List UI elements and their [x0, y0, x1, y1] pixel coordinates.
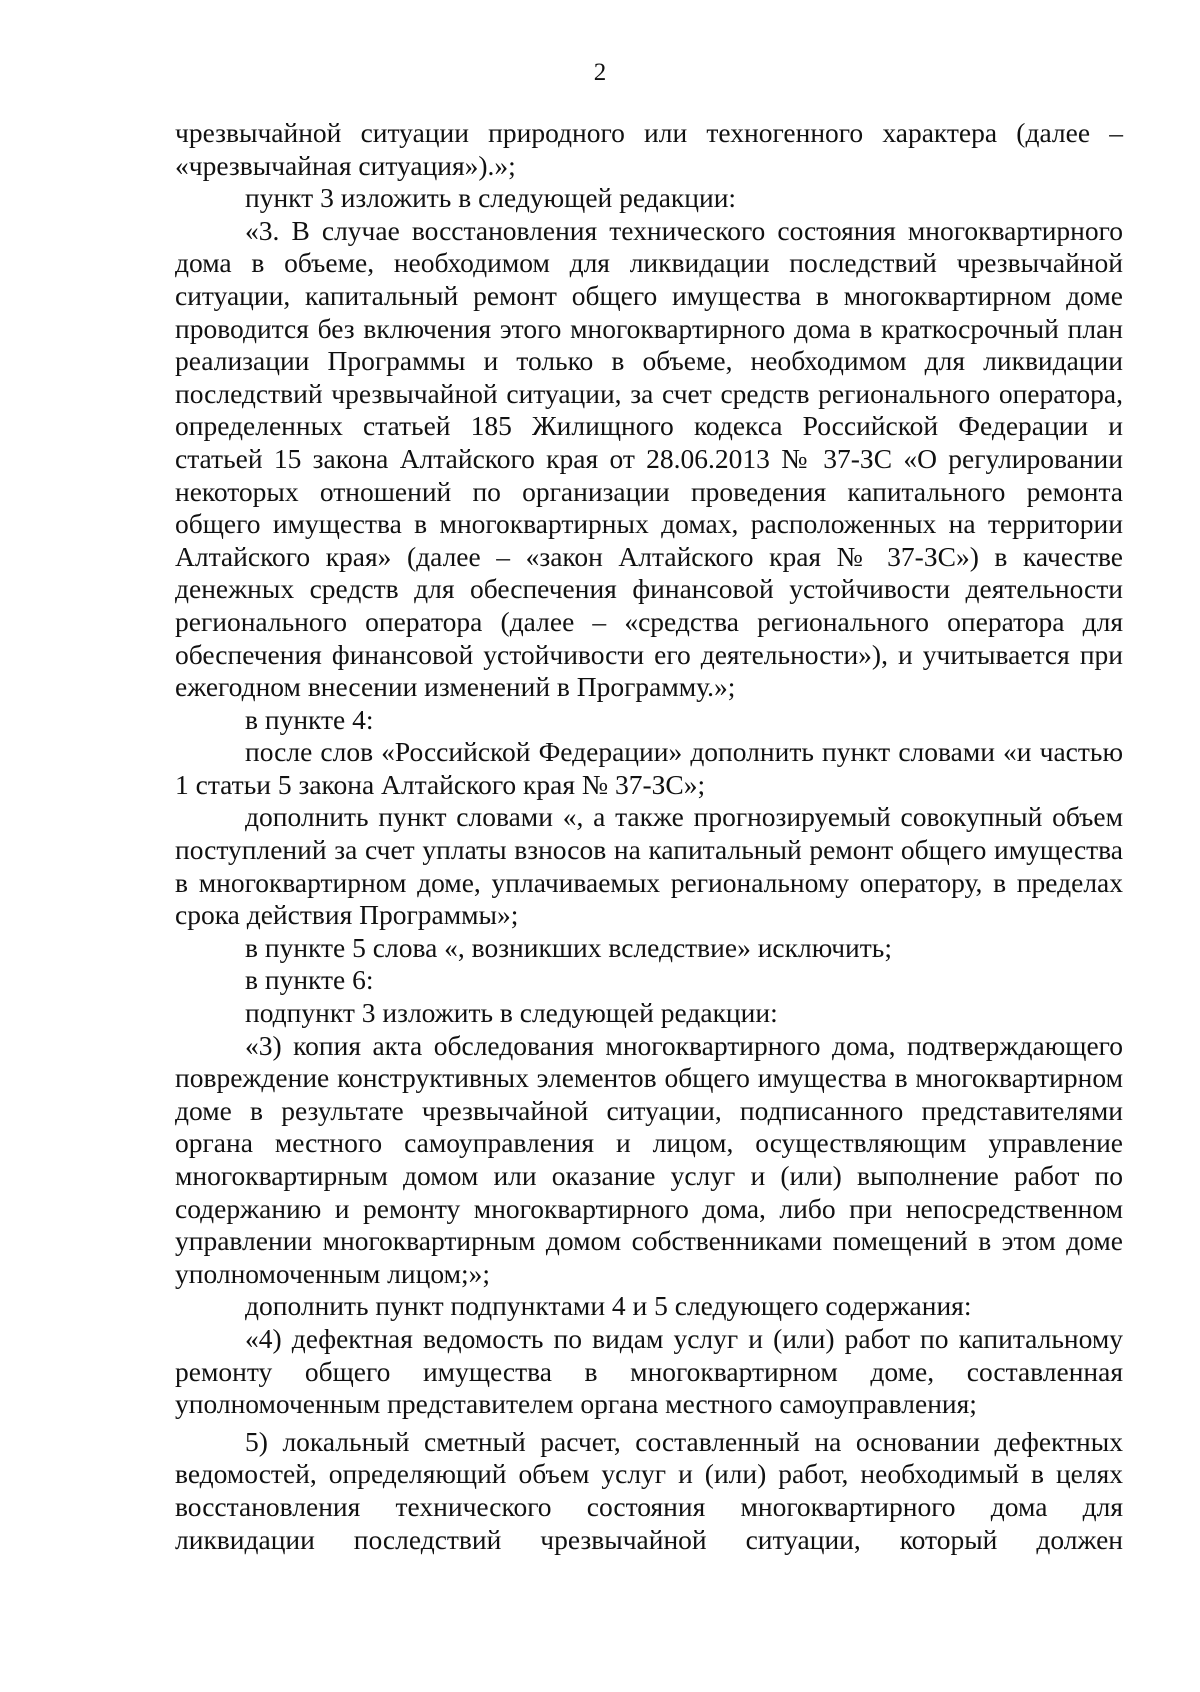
paragraph-subpoint-4: «4) дефектная ведомость по видам услуг и (или) работ по капитальному ремонту общего имущества в многоквартирном доме, составленная уполномоченным представителем органа местного самоуправления;: [175, 1322, 1123, 1420]
page-number: 2: [593, 59, 607, 86]
paragraph-subpoint-3-amend: подпункт 3 изложить в следующей редакции:: [245, 997, 778, 1029]
paragraph-continuation: чрезвычайной ситуации природного или техногенного характера (далее – «чрезвычайная ситуация»).»;: [175, 117, 1123, 181]
paragraph-in-point-6: в пункте 6:: [245, 964, 374, 996]
paragraph-point-3-text: «3. В случае восстановления технического состояния многоквартирного дома в объеме, необходимом для ликвидации последствий чрезвычайной ситуации, капитальный ремонт общего имущества в многоквартирном доме проводится без включения этого многоквартирного дома в краткосрочный план реализации Программы и только в объеме, необходимом для ликвидации последствий чрезвычайной ситуации, за счет средств регионального оператора, определенных статьей 185 Жилищного кодекса Российской Федерации и статьей 15 закона Алтайского края от 28.06.2013 № 37-ЗС «О регулировании некоторых отношений по организации проведения капитального ремонта общего имущества в многоквартирных домах, расположенных на территории Алтайского края» (далее – «закон Алтайского края № 37-ЗС») в качестве денежных средств для обеспечения финансовой устойчивости деятельности регионального оператора (далее – «средства регионального оператора для обеспечения финансовой устойчивости его деятельности»), и учитывается при ежегодном внесении изменений в Программу.»;: [175, 214, 1123, 703]
paragraph-supplement-subpoints: дополнить пункт подпунктами 4 и 5 следующего содержания:: [245, 1290, 972, 1322]
paragraph-subpoint-3-text: «3) копия акта обследования многоквартирного дома, подтверждающего повреждение конструктивных элементов общего имущества в многоквартирном доме в результате чрезвычайной ситуации, подписанного представителями органа местного самоуправления и лицом, осуществляющим управление многоквартирным домом или оказание услуг и (или) выполнение работ по содержанию и ремонту многоквартирного дома, либо при непосредственном управлении многоквартирным домом собственниками помещений в этом доме уполномоченным лицом;»;: [175, 1029, 1123, 1289]
paragraph-subpoint-5: 5) локальный сметный расчет, составленный на основании дефектных ведомостей, определяющий объем услуг и (или) работ, необходимый в целях восстановления технического состояния многоквартирного дома для ликвидации последствий чрезвычайной ситуации, который должен: [175, 1425, 1123, 1555]
paragraph-after-words: после слов «Российской Федерации» дополнить пункт словами «и частью 1 статьи 5 закона Алтайского края № 37-ЗС»;: [175, 736, 1123, 800]
paragraph-in-point-5: в пункте 5 слова «, возникших вследствие» исключить;: [245, 931, 892, 963]
paragraph-amend-point-3: пункт 3 изложить в следующей редакции:: [245, 182, 737, 214]
paragraph-supplement-point: дополнить пункт словами «, а также прогнозируемый совокупный объем поступлений за счет уплаты взносов на капитальный ремонт общего имущества в многоквартирном доме, уплачиваемых региональному оператору, в пределах срока действия Программы»;: [175, 801, 1123, 931]
document-body: [175, 117, 1123, 1556]
paragraph-in-point-4: в пункте 4:: [245, 703, 374, 735]
